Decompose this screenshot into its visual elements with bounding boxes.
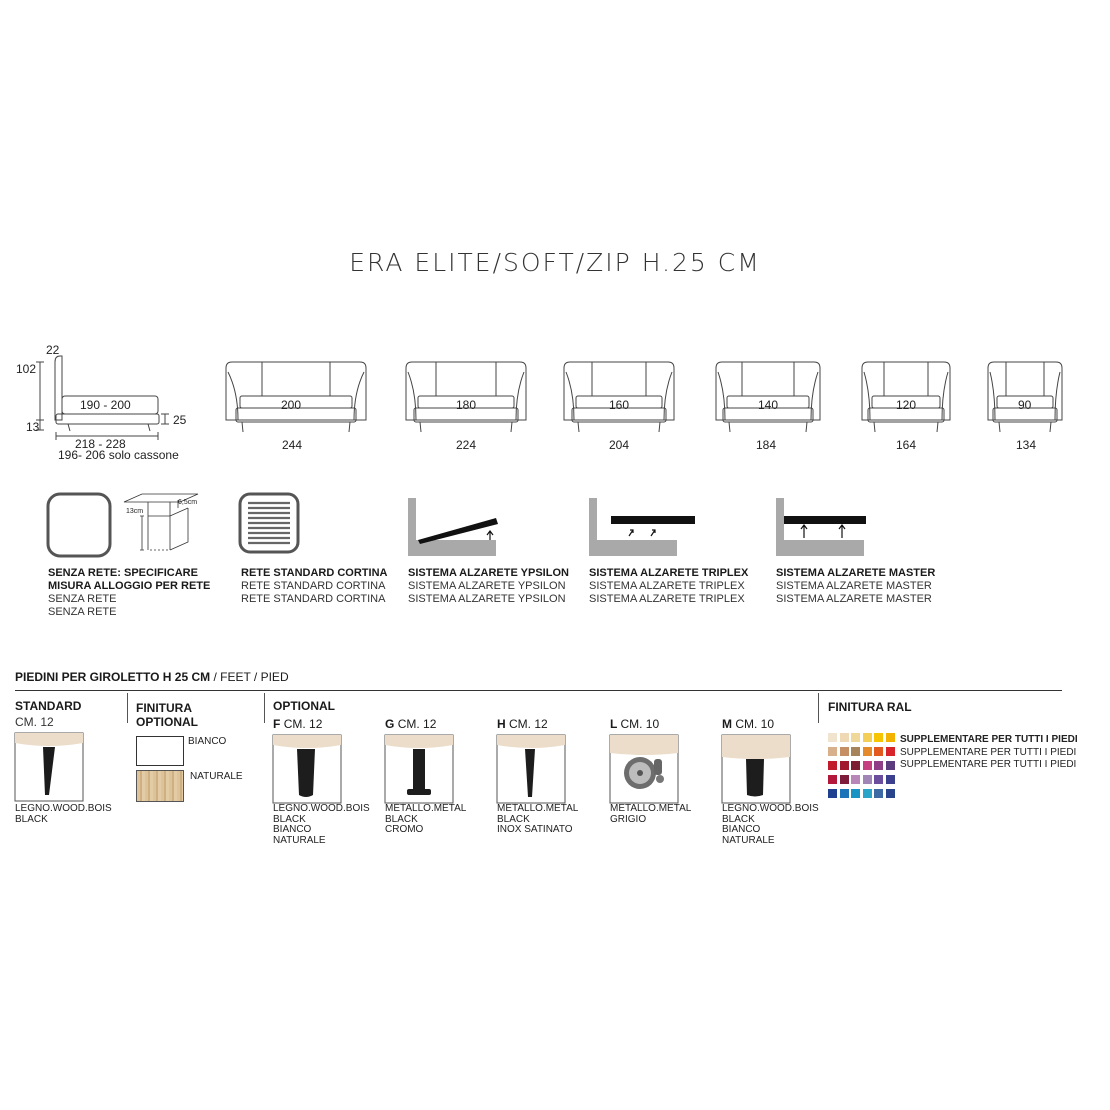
caption-line: SISTEMA ALZARETE YPSILON xyxy=(408,580,566,592)
base-caption-no-base xyxy=(48,567,210,619)
foot-size: CM. 12 xyxy=(509,717,548,731)
white-finish-swatch xyxy=(136,736,184,766)
mattress-size: 90 xyxy=(1018,398,1032,412)
foot-m-size xyxy=(722,717,774,731)
foot-g-caption xyxy=(385,804,466,836)
ral-swatch xyxy=(874,789,883,798)
foot-f-size xyxy=(273,717,322,731)
ral-swatch xyxy=(863,733,872,742)
natural-finish-label: NATURALE xyxy=(190,771,243,782)
foot-code: H xyxy=(497,717,506,731)
finitura-optional-title xyxy=(136,701,198,729)
caption-line: METALLO.METAL xyxy=(385,803,467,814)
caption-line: BIANCO xyxy=(273,824,312,835)
foot-code: M xyxy=(722,717,732,731)
lift-triplex-icon xyxy=(587,496,687,566)
caption-line: BLACK xyxy=(497,813,530,825)
foot-size: CM. 10 xyxy=(620,717,660,731)
caption-line: GRIGIO xyxy=(610,813,647,825)
ral-swatch xyxy=(840,789,849,798)
total-width: 204 xyxy=(609,438,630,452)
no-base-icon xyxy=(46,492,116,562)
ral-swatch xyxy=(886,775,895,784)
base-caption-cortina xyxy=(241,567,387,606)
ral-swatch xyxy=(863,761,872,770)
caption-bold: MISURA ALLOGGIO PER RETE xyxy=(48,580,211,592)
column-divider xyxy=(127,693,128,723)
caption-bold: SISTEMA ALZARETE MASTER xyxy=(776,567,936,579)
ral-swatch xyxy=(828,789,837,798)
caption-line: BIANCO xyxy=(722,824,761,835)
base-caption-master xyxy=(776,567,935,606)
standard-caption xyxy=(15,804,112,825)
ral-swatch xyxy=(886,747,895,756)
caption-line: SUPPLEMENTARE PER TUTTI I PIEDI xyxy=(900,759,1077,770)
base-caption-triplex xyxy=(589,567,748,606)
caption-line: SISTEMA ALZARETE YPSILON xyxy=(408,593,566,605)
caption-bold: RETE STANDARD CORTINA xyxy=(241,567,388,579)
dim-bottom: 13 xyxy=(26,420,40,434)
ral-swatch xyxy=(886,733,895,742)
standard-size: CM. 12 xyxy=(15,715,54,729)
caption-line: INOX SATINATO xyxy=(497,824,573,835)
ral-swatch xyxy=(840,761,849,770)
caption-line: RETE STANDARD CORTINA xyxy=(241,580,386,592)
foot-size: CM. 10 xyxy=(735,717,775,731)
foot-size: CM. 12 xyxy=(283,717,323,731)
dim-top: 22 xyxy=(46,343,60,357)
caption-line: SISTEMA ALZARETE TRIPLEX xyxy=(589,580,745,592)
caption-line: SISTEMA ALZARETE MASTER xyxy=(776,580,932,592)
foot-h-caption xyxy=(497,804,578,836)
ral-swatch xyxy=(851,789,860,798)
ral-title: FINITURA RAL xyxy=(828,700,912,714)
caption-line: BLACK xyxy=(273,813,306,825)
caption-line: SISTEMA ALZARETE TRIPLEX xyxy=(589,593,745,605)
dim-side: 25 xyxy=(173,413,187,427)
foot-m-caption xyxy=(722,804,819,846)
dim-note: 196- 206 solo cassone xyxy=(58,448,179,462)
caption-line: SUPPLEMENTARE PER TUTTI I PIEDI xyxy=(900,746,1077,758)
foot-g-size xyxy=(385,717,436,731)
ral-swatch xyxy=(886,761,895,770)
ral-swatch xyxy=(863,789,872,798)
ral-swatch xyxy=(874,761,883,770)
ral-swatch xyxy=(874,775,883,784)
ral-swatch xyxy=(874,733,883,742)
ral-swatch xyxy=(863,775,872,784)
ral-swatch xyxy=(886,789,895,798)
caption-line: NATURALE xyxy=(273,834,326,846)
foot-l-caster-image xyxy=(610,735,680,805)
foot-code: L xyxy=(610,717,618,731)
caption-line: BLACK xyxy=(722,813,755,825)
white-finish-label: BIANCO xyxy=(188,736,227,747)
foot-g-image xyxy=(385,735,455,805)
mattress-size: 200 xyxy=(281,398,302,412)
ral-swatch xyxy=(874,747,883,756)
caption-line: SENZA RETE xyxy=(48,606,117,618)
caption-line: METALLO.METAL xyxy=(610,803,692,814)
lift-ypsilon-icon xyxy=(406,496,506,566)
ral-swatch xyxy=(851,761,860,770)
standard-foot-image xyxy=(15,733,85,803)
foot-l-size xyxy=(610,717,659,731)
ral-swatch xyxy=(828,775,837,784)
caption-line: SISTEMA ALZARETE MASTER xyxy=(776,593,932,605)
section-divider xyxy=(15,690,1062,691)
caption-line: SENZA RETE xyxy=(48,593,117,605)
total-width: 244 xyxy=(282,438,303,452)
foot-h-size xyxy=(497,717,548,731)
finitura-title-line: FINITURA xyxy=(136,701,192,715)
foot-l-caption xyxy=(610,804,691,825)
caption-line: LEGNO.WOOD.BOIS xyxy=(273,803,370,814)
finitura-title-line: OPTIONAL xyxy=(136,715,198,729)
ral-swatch xyxy=(863,747,872,756)
total-width: 164 xyxy=(896,438,917,452)
foot-h-image xyxy=(497,735,567,805)
caption-bold: SISTEMA ALZARETE YPSILON xyxy=(408,567,569,579)
foot-code: F xyxy=(273,717,281,731)
optional-title: OPTIONAL xyxy=(273,699,335,713)
foot-f-caption xyxy=(273,804,370,846)
ral-caption xyxy=(900,734,1078,772)
lift-master-icon xyxy=(774,496,874,566)
mattress-size: 160 xyxy=(609,398,630,412)
caption-line: LEGNO.WOOD.BOIS xyxy=(722,803,819,814)
housing-height: 13cm xyxy=(126,508,144,515)
ral-swatch xyxy=(851,747,860,756)
ral-swatch xyxy=(840,747,849,756)
caption-line: BLACK xyxy=(385,813,418,825)
natural-finish-swatch xyxy=(136,770,184,802)
caption-bold: SENZA RETE: SPECIFICARE xyxy=(48,567,198,579)
mattress-size: 180 xyxy=(456,398,477,412)
mattress-size: 140 xyxy=(758,398,779,412)
caption-line: LEGNO.WOOD.BOIS xyxy=(15,803,112,814)
mattress-size: 120 xyxy=(896,398,917,412)
housing-depth: 6,5cm xyxy=(178,499,198,506)
total-width: 184 xyxy=(756,438,777,452)
caption-line: NATURALE xyxy=(722,834,775,846)
ral-swatch xyxy=(840,733,849,742)
foot-size: CM. 12 xyxy=(397,717,437,731)
feet-heading xyxy=(15,670,289,684)
column-divider xyxy=(264,693,265,723)
caption-line: BLACK xyxy=(15,813,48,825)
standard-title: STANDARD xyxy=(15,699,82,713)
foot-code: G xyxy=(385,717,395,731)
ral-swatch xyxy=(828,761,837,770)
ral-swatch xyxy=(851,733,860,742)
caption-line: RETE STANDARD CORTINA xyxy=(241,593,386,605)
ral-swatch xyxy=(828,733,837,742)
caption-line: CROMO xyxy=(385,824,424,835)
caption-line: METALLO.METAL xyxy=(497,803,579,814)
feet-heading-bold: PIEDINI PER GIROLETTO H 25 CM xyxy=(15,670,211,684)
feet-heading-rest: / FEET / PIED xyxy=(210,670,289,684)
caption-line: SUPPLEMENTARE PER TUTTI I PIEDI xyxy=(900,734,1078,745)
foot-m-image xyxy=(722,735,792,805)
ral-swatch xyxy=(828,747,837,756)
ral-swatch-grid xyxy=(828,733,896,805)
column-divider xyxy=(818,693,819,723)
page-title: ERA ELITE/SOFT/ZIP H.25 CM xyxy=(349,248,761,277)
total-width: 134 xyxy=(1016,438,1037,452)
dim-length: 218 - 228 xyxy=(75,437,126,451)
base-caption-ypsilon xyxy=(408,567,569,606)
foot-f-image xyxy=(273,735,343,805)
total-width: 224 xyxy=(456,438,477,452)
dim-mattress: 190 - 200 xyxy=(80,398,131,412)
ral-swatch xyxy=(851,775,860,784)
dim-height: 102 xyxy=(16,362,37,376)
slatted-base-icon xyxy=(238,492,304,558)
ral-swatch xyxy=(840,775,849,784)
caption-bold: SISTEMA ALZARETE TRIPLEX xyxy=(589,567,749,579)
